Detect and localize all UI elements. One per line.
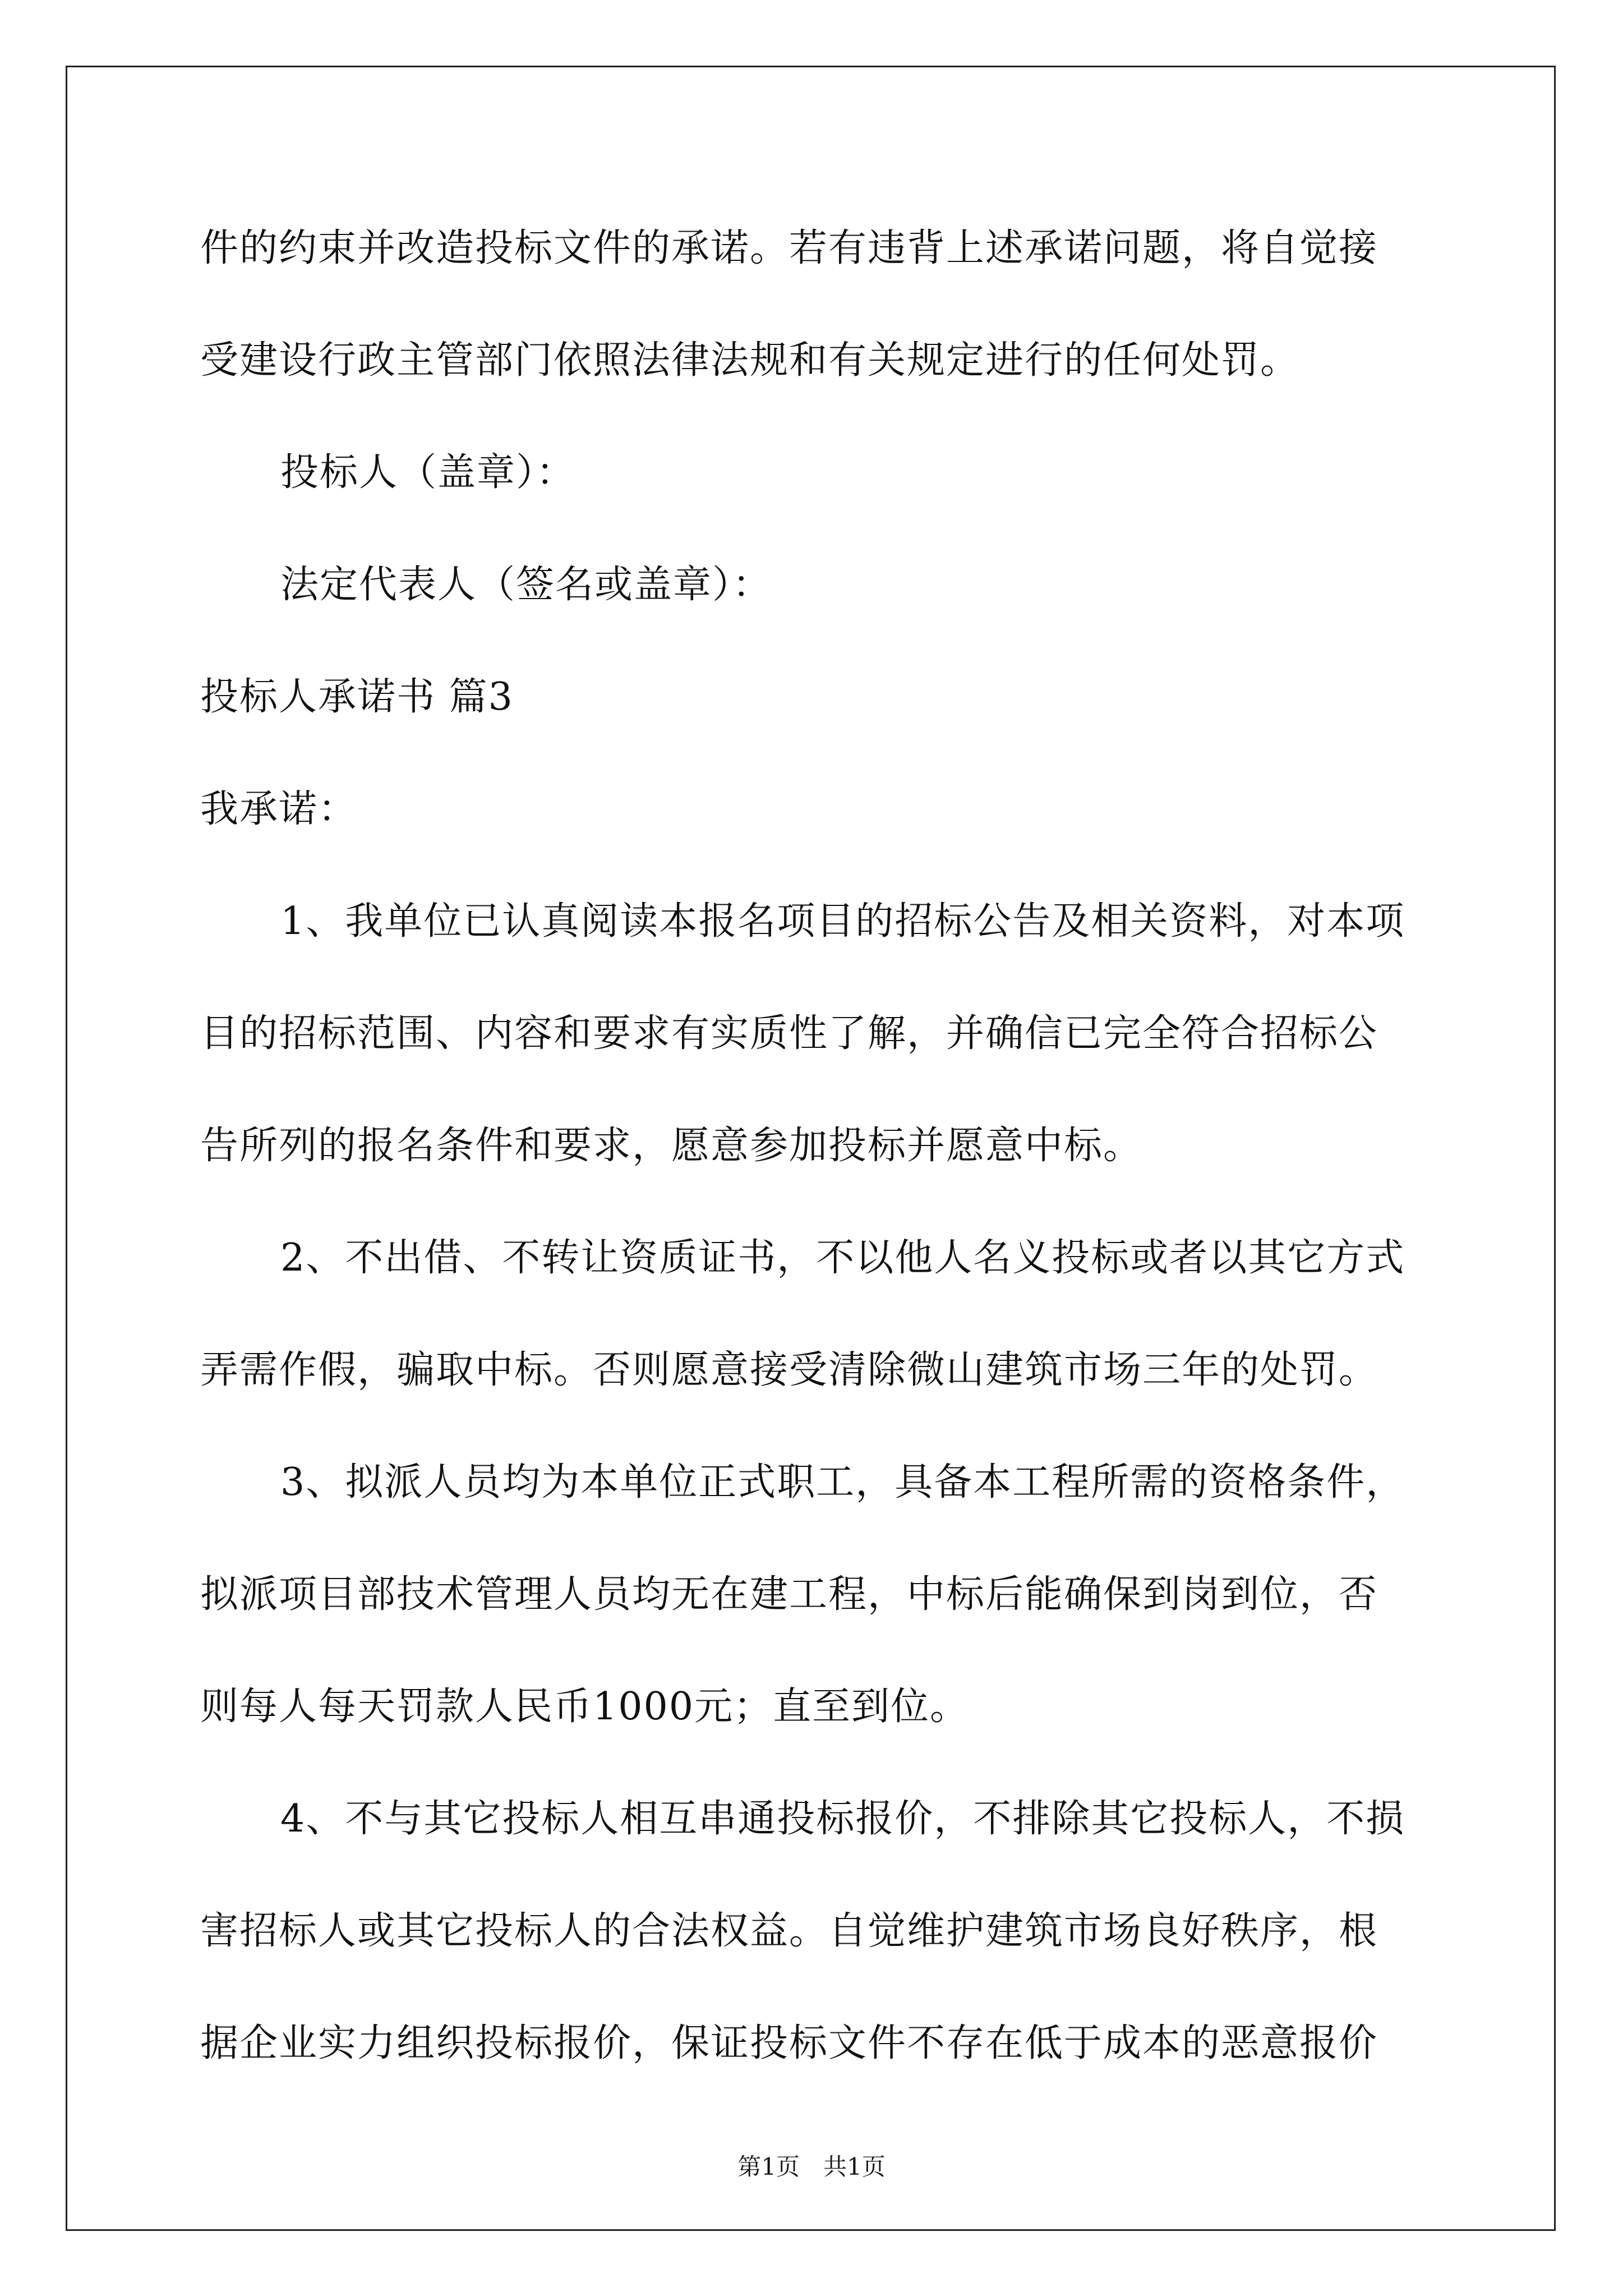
- clause-4-line: 4、不与其它投标人相互串通投标报价，不排除其它投标人，不损: [280, 1797, 1405, 1841]
- body-text-line: 件的约束并改造投标文件的承诺。若有违背上述承诺问题，将自觉接: [200, 226, 1378, 270]
- clause-4-line: 据企业实力组织投标报价，保证投标文件不存在低于成本的恶意报价: [200, 2021, 1378, 2065]
- clause-2-line: 2、不出借、不转让资质证书，不以他人名义投标或者以其它方式: [280, 1236, 1405, 1280]
- pledge-intro: 我承诺：: [200, 787, 358, 831]
- clause-1-line: 告所列的报名条件和要求，愿意参加投标并愿意中标。: [200, 1124, 1143, 1168]
- clause-4-line: 害招标人或其它投标人的合法权益。自觉维护建筑市场良好秩序，根: [200, 1909, 1378, 1953]
- page-number-footer: 第1页 共1页: [737, 2153, 886, 2180]
- clause-3-line: 则每人每天罚款人民币1000元；直至到位。: [200, 1685, 970, 1729]
- bidder-seal-line: 投标人（盖章）：: [280, 450, 576, 495]
- legal-representative-line: 法定代表人（签名或盖章）：: [280, 563, 772, 607]
- clause-2-line: 弄需作假，骗取中标。否则愿意接受清除微山建筑市场三年的处罚。: [200, 1348, 1378, 1392]
- clause-3-line: 拟派项目部技术管理人员均无在建工程，中标后能确保到岗到位，否: [200, 1572, 1378, 1617]
- clause-1-line: 目的招标范围、内容和要求有实质性了解，并确信已完全符合招标公: [200, 1011, 1378, 1056]
- body-text-line: 受建设行政主管部门依照法律法规和有关规定进行的任何处罚。: [200, 338, 1300, 383]
- clause-1-line: 1、我单位已认真阅读本报名项目的招标公告及相关资料，对本项: [280, 899, 1405, 944]
- clause-3-line: 3、拟派人员均为本单位正式职工，具备本工程所需的资格条件，: [280, 1460, 1405, 1504]
- section-heading: 投标人承诺书 篇3: [200, 675, 514, 719]
